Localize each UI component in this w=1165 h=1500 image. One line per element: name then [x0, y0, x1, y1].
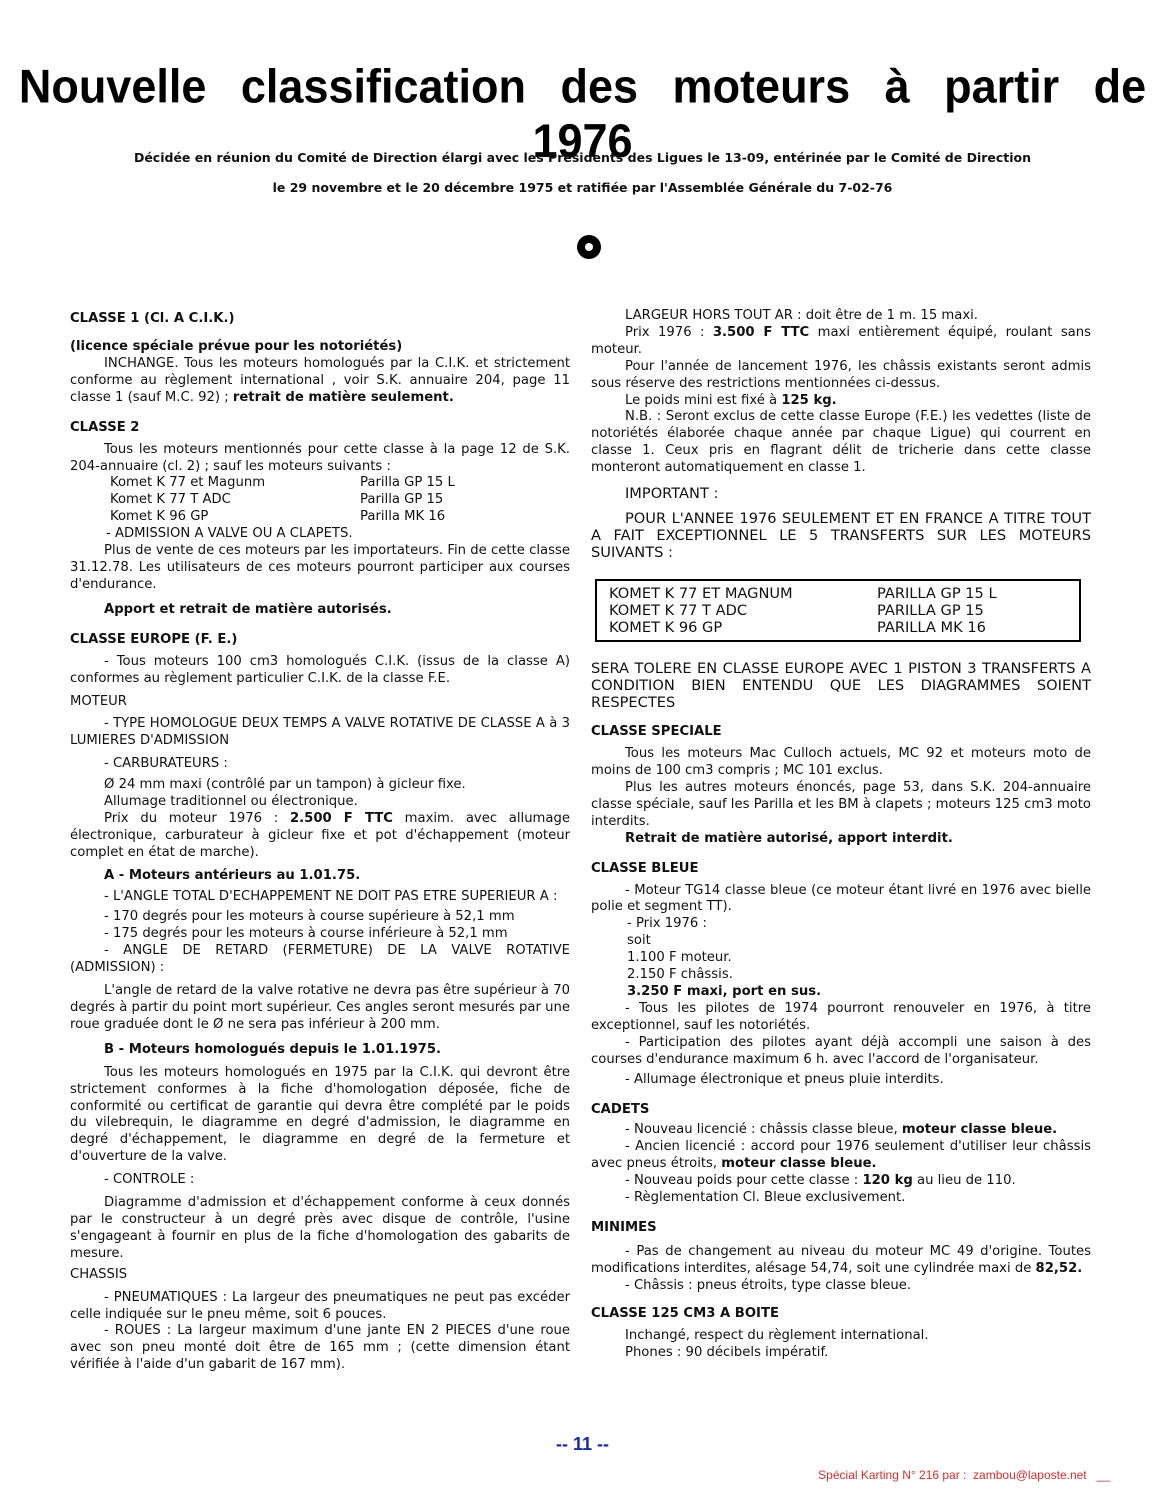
controle-text: Diagramme d'admission et d'échappement conforme à ceux donnés par le constructeur à un degré près avec disque de contrôle, l'usine s'engageant à fournir en plus de la fiche d'homologation des gabarits de mesure. [70, 1195, 570, 1261]
largeur-text: LARGEUR HORS TOUT AR : doit être de 1 m. 15 maxi. [625, 308, 978, 323]
carburateurs-label: - CARBURATEURS : [104, 756, 228, 772]
prix-details: maxi entièrement équipé, roulant sans moteur. [591, 324, 1091, 357]
page-number: -- 11 -- [555, 1434, 609, 1454]
cadets-line2-bold: moteur classe bleue. [721, 1156, 877, 1172]
list-item: Parilla GP 15 [360, 492, 444, 508]
classe1-text [70, 356, 570, 407]
classe-bleue-line6: 3.250 F maxi, port en sus. [627, 983, 822, 999]
price-label: Prix du moteur 1976 : [104, 810, 279, 826]
list-item: PARILLA GP 15 L [877, 585, 997, 603]
important-text: POUR L'ANNEE 1976 SEULEMENT ET EN FRANCE A TITRE TOUT A FAIT EXCEPTIONNEL LE 5 TRANSFERTS SUR LES MOTEURS SUIVANTS : [591, 510, 1091, 562]
list-item: Komet K 77 T ADC [110, 492, 231, 508]
poids-label: Le poids mini est fixé à [625, 392, 778, 408]
cadets-line3-text: - Nouveau poids pour cette classe : [625, 1173, 859, 1189]
classe2-heading: CLASSE 2 [70, 419, 140, 435]
page-title: Nouvelle classification des moteurs à partir de 1976 [18, 59, 1147, 168]
footer-credit: Spécial Karting N° 216 par : zambou@laposte.net __ [818, 1468, 1110, 1482]
classe-125-heading: CLASSE 125 CM3 A BOITE [591, 1305, 779, 1321]
prix-label: Prix 1976 : [625, 324, 705, 340]
controle-label: - CONTROLE : [104, 1172, 195, 1188]
list-item: KOMET K 96 GP [609, 619, 723, 637]
list-item: Parilla MK 16 [360, 509, 446, 525]
cadets-line3 [591, 1173, 1091, 1190]
list-item: Komet K 77 et Magunm [110, 475, 266, 491]
section-a-line2: - 170 degrés pour les moteurs à course supérieure à 52,1 mm [104, 909, 515, 925]
classe1-bold: retrait de matière seulement. [232, 389, 454, 405]
classe-bleue-line9: - Allumage électronique et pneus pluie interdits. [625, 1072, 944, 1088]
list-item: PARILLA MK 16 [877, 619, 986, 637]
important-label: IMPORTANT : [625, 485, 719, 503]
poids-value: 125 kg. [781, 392, 837, 408]
classe1-subheading: (licence spéciale prévue pour les notoriétés) [70, 339, 403, 354]
subtitle-line-2: le 29 novembre et le 20 décembre 1975 et ratifiée par l'Assemblée Générale du 7-02-76 [272, 180, 893, 195]
section-a-line4: - ANGLE DE RETARD (FERMETURE) DE LA VALVE ROTATIVE (ADMISSION) : [70, 943, 570, 976]
price-value: 2.500 F TTC [289, 810, 393, 826]
subtitle-line-1: Décidée en réunion du Comité de Direction élargi avec les Présidents des Ligues le 13-09, entérinée par le Comité de Direction [133, 150, 1032, 165]
classe-europe-heading: CLASSE EUROPE (F. E.) [70, 631, 238, 647]
classe-bleue-line4: 1.100 F moteur. [627, 950, 732, 966]
left-column [70, 310, 570, 1374]
type-text: - TYPE HOMOLOGUE DEUX TEMPS A VALVE ROTATIVE DE CLASSE A à 3 LUMIERES D'ADMISSION [70, 716, 570, 749]
classe-bleue-line2: - Prix 1976 : [627, 916, 707, 932]
classe1-body: INCHANGE. Tous les moteurs homologués par la C.I.K. et strictement conforme au règlement international , voir S.K. annuaire 204, page 11 classe 1 (sauf M.C. 92) ; [70, 355, 570, 405]
cadets-line1 [591, 1122, 1091, 1139]
classe2-engine-list [70, 475, 570, 526]
nb-text: N.B. : Seront exclus de cette classe Europe (F.E.) les vedettes (liste de notoriétés élaborée chaque année par chaque Ligue) qui courrent en classe 1. Ceux pris en flagrant délit de tricherie dans cette classe monteront automatiquement en classe 1. [591, 409, 1091, 476]
section-b-text: Tous les moteurs homologués en 1975 par la C.I.K. qui devront être strictement conformes à la fiche d'homologation déposée, fiche de conformité ou certificat de garantie qui devra être complété par le poids du vilebrequin, le diagramme en degré d'admission, le diagramme en degré d'échappement, le diagramme en degré de la fermeture et d'ouverture de la valve. [70, 1064, 570, 1165]
pneumatiques-text: - PNEUMATIQUES : La largeur des pneumatiques ne peut pas excéder celle indiquée sur le pneu même, soit 6 pouces. [70, 1289, 570, 1322]
list-item: KOMET K 77 ET MAGNUM [609, 585, 793, 603]
minimes-line1 [591, 1244, 1091, 1278]
moteur-label: MOTEUR [70, 693, 127, 709]
price-details: maxim. avec allumage électronique, carburateur à gicleur fixe et pot d'échappement (moteur complet en état de marche). [70, 810, 570, 860]
prix-text [591, 325, 1091, 359]
cadets-line1-text: - Nouveau licencié : châssis classe bleue, [625, 1122, 898, 1138]
classe-speciale-bold: Retrait de matière autorisé, apport interdit. [625, 830, 953, 846]
minimes-line1-bold: 82,52. [1035, 1260, 1083, 1276]
classe-125-line1: Inchangé, respect du règlement international. [625, 1327, 929, 1343]
section-a-heading: A - Moteurs antérieurs au 1.01.75. [104, 867, 361, 883]
list-item: Parilla GP 15 L [360, 475, 455, 491]
section-a-line3: - 175 degrés pour les moteurs à course inférieure à 52,1 mm [104, 926, 508, 942]
right-column [591, 308, 1091, 1361]
classe-125-line2: Phones : 90 décibels impératif. [625, 1344, 829, 1360]
classe-bleue-line5: 2.150 F châssis. [627, 967, 733, 983]
classe2-admission: - ADMISSION A VALVE OU A CLAPETS. [106, 526, 353, 542]
cadets-line4: - Règlementation Cl. Bleue exclusivement. [625, 1190, 906, 1205]
cadets-heading: CADETS [591, 1102, 650, 1118]
minimes-line1-text: - Pas de changement au niveau du moteur MC 49 d'origine. Toutes modifications interdites, alésage 54,74, soit une cylindrée maxi de [591, 1243, 1091, 1276]
classe1-heading: CLASSE 1 (Cl. A C.I.K.) [70, 311, 235, 326]
classe2-text: Tous les moteurs mentionnés pour cette classe à la page 12 de S.K. 204-annuaire (cl. 2) ; sauf les moteurs suivants : [70, 441, 570, 474]
classe-bleue-heading: CLASSE BLEUE [591, 860, 699, 876]
classe-speciale-text2: Plus les autres moteurs énoncés, page 53, dans S.K. 204-annuaire classe spéciale, sauf les Parilla et les BM à clapets ; moteurs 125 cm3 moto interdits. [591, 779, 1091, 829]
transfer-engines-box [595, 579, 1081, 642]
cadets-line3-end: au lieu de 110. [917, 1173, 1016, 1189]
cadets-line1-bold: moteur classe bleue. [901, 1122, 1058, 1138]
carburateurs-line1: Ø 24 mm maxi (contrôlé par un tampon) à gicleur fixe. [104, 777, 466, 793]
section-a-line1: - L'ANGLE TOTAL D'ECHAPPEMENT NE DOIT PAS ETRE SUPERIEUR A : [104, 888, 558, 904]
section-bullet-icon [577, 235, 601, 259]
list-item: PARILLA GP 15 [877, 602, 984, 620]
list-item: KOMET K 77 T ADC [609, 602, 748, 620]
classe2-bold: Apport et retrait de matière autorisés. [104, 601, 392, 617]
classe-europe-text: - Tous moteurs 100 cm3 homologués C.I.K. (issus de la classe A) conformes au règlement particulier C.I.K. de la classe F.E. [70, 653, 570, 686]
list-item: Komet K 96 GP [110, 509, 209, 525]
classe-bleue-line7: - Tous les pilotes de 1974 pourront renouveler en 1976, à titre exceptionnel, sauf les notoriétés. [591, 1000, 1091, 1033]
prix-value: 3.500 F TTC [712, 324, 810, 340]
lancement-text: Pour l'année de lancement 1976, les châssis existants seront admis sous réserve des restrictions mentionnées ci-dessus. [591, 358, 1091, 391]
classe-bleue-line3: soit [627, 933, 651, 949]
tolere-text: SERA TOLERE EN CLASSE EUROPE AVEC 1 PISTON 3 TRANSFERTS A CONDITION BIEN ENTENDU QUE LES DIAGRAMMES SOIENT RESPECTES [591, 660, 1091, 712]
roues-text: - ROUES : La largeur maximum d'une jante EN 2 PIECES d'une roue avec son pneu monté doit être de 165 mm ; (cette dimension étant vérifiée à l'aide d'un gabarit de 167 mm). [70, 1323, 570, 1373]
cadets-line2-text: - Ancien licencié : accord pour 1976 seulement d'utiliser leur châssis avec pneus étroits, [591, 1139, 1091, 1172]
classe-speciale-text1: Tous les moteurs Mac Culloch actuels, MC 92 et moteurs moto de moins de 100 cm3 compris ; MC 101 exclus. [591, 746, 1091, 778]
minimes-line2: - Châssis : pneus étroits, type classe bleue. [625, 1277, 912, 1293]
section-b-heading: B - Moteurs homologués depuis le 1.01.1975. [104, 1041, 442, 1057]
classe-speciale-heading: CLASSE SPECIALE [591, 724, 722, 740]
cadets-line2 [591, 1139, 1091, 1173]
cadets-line3-bold: 120 kg [862, 1173, 913, 1189]
price-text [70, 811, 570, 862]
classe2-sale: Plus de vente de ces moteurs par les importateurs. Fin de cette classe 31.12.78. Les utilisateurs de ces moteurs pourront participer aux courses d'endurance. [70, 543, 570, 592]
poids-text [591, 393, 1091, 410]
classe-bleue-line8: - Participation des pilotes ayant déjà accompli une saison à des courses d'endurance maximum 6 h. avec l'accord de l'organisateur. [591, 1034, 1091, 1067]
carburateurs-line2: Allumage traditionnel ou électronique. [104, 794, 358, 810]
classe-bleue-line1: - Moteur TG14 classe bleue (ce moteur étant livré en 1976 avec bielle polie et segment TT). [591, 882, 1091, 915]
section-a-line5: L'angle de retard de la valve rotative ne devra pas être supérieur à 70 degrés à partir du point mort supérieur. Ces angles seront mesurés par une roue graduée dont le Ø ne sera pas inférieur à 200 mm. [70, 983, 570, 1032]
chassis-label: CHASSIS [70, 1266, 128, 1282]
minimes-heading: MINIMES [591, 1219, 657, 1235]
